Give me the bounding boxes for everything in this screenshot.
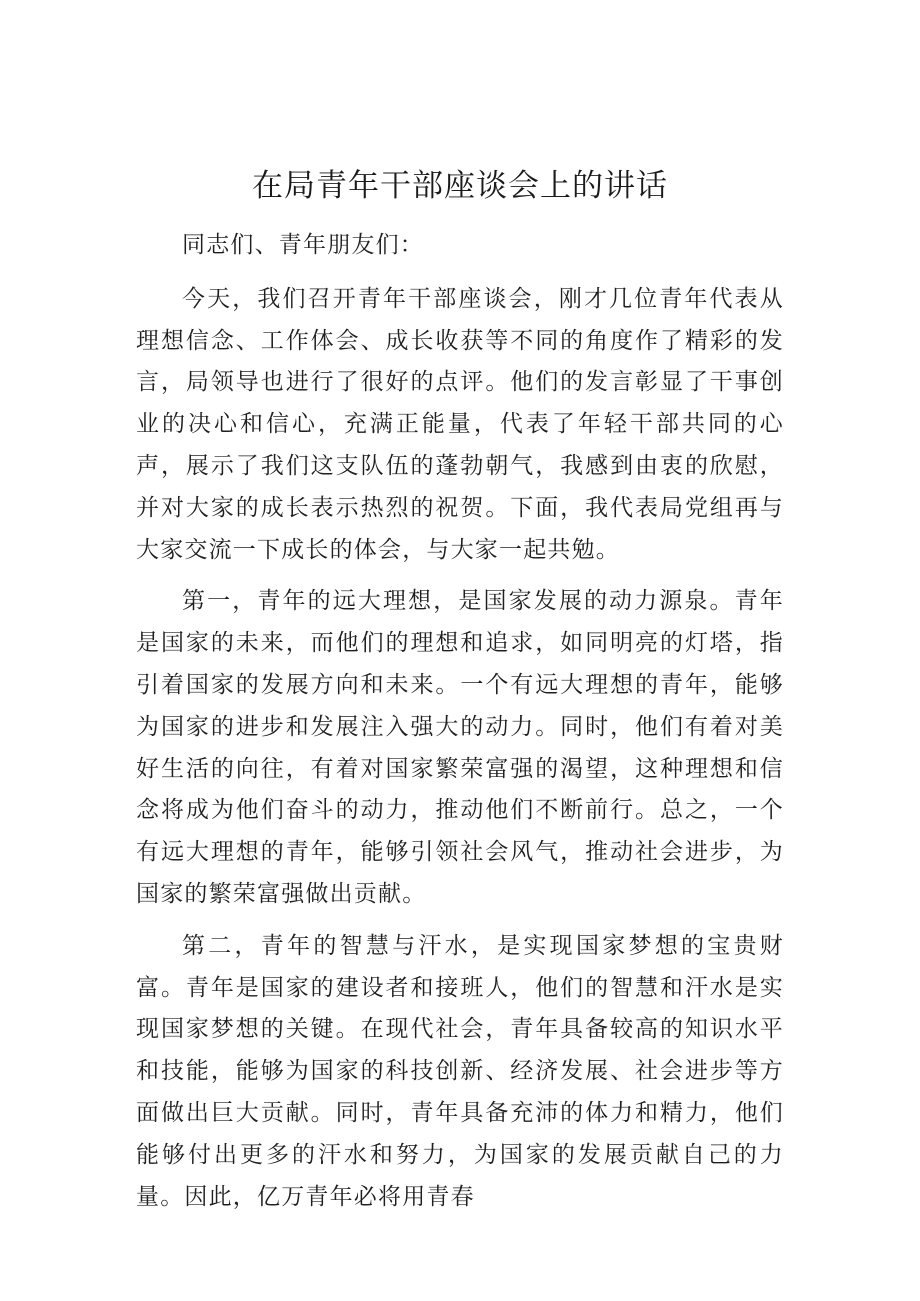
paragraph-greeting: 同志们、青年朋友们：	[182, 232, 424, 258]
document-title: 在局青年干部座谈会上的讲话	[252, 168, 668, 204]
paragraph-second-point: 第二，青年的智慧与汗水，是实现国家梦想的宝贵财富。青年是国家的建设者和接班人，他们的智慧和汗水是实现国家梦想的关键。在现代社会，青年具备较高的知识水平和技能，能够为国家的科技创新、经济发展、社会进步等方面做出巨大贡献。同时，青年具备充沛的体力和精力，他们能够付出更多的汗水和努力，为国家的发展贡献自己的力量。因此，亿万青年必将用青春	[136, 932, 784, 1210]
document-body	[136, 225, 784, 1228]
paragraph-intro: 今天，我们召开青年干部座谈会，刚才几位青年代表从理想信念、工作体会、成长收获等不同的角度作了精彩的发言，局领导也进行了很好的点评。他们的发言彰显了干事创业的决心和信心，充满正能量，代表了年轻干部共同的心声，展示了我们这支队伍的蓬勃朝气，我感到由衷的欣慰，并对大家的成长表示热烈的祝贺。下面，我代表局党组再与大家交流一下成长的体会，与大家一起共勉。	[136, 285, 784, 563]
paragraph-first-point: 第一，青年的远大理想，是国家发展的动力源泉。青年是国家的未来，而他们的理想和追求，如同明亮的灯塔，指引着国家的发展方向和未来。一个有远大理想的青年，能够为国家的进步和发展注入强大的动力。同时，他们有着对美好生活的向往，有着对国家繁荣富强的渴望，这种理想和信念将成为他们奋斗的动力，推动他们不断前行。总之，一个有远大理想的青年，能够引领社会风气，推动社会进步，为国家的繁荣富强做出贡献。	[136, 588, 784, 907]
